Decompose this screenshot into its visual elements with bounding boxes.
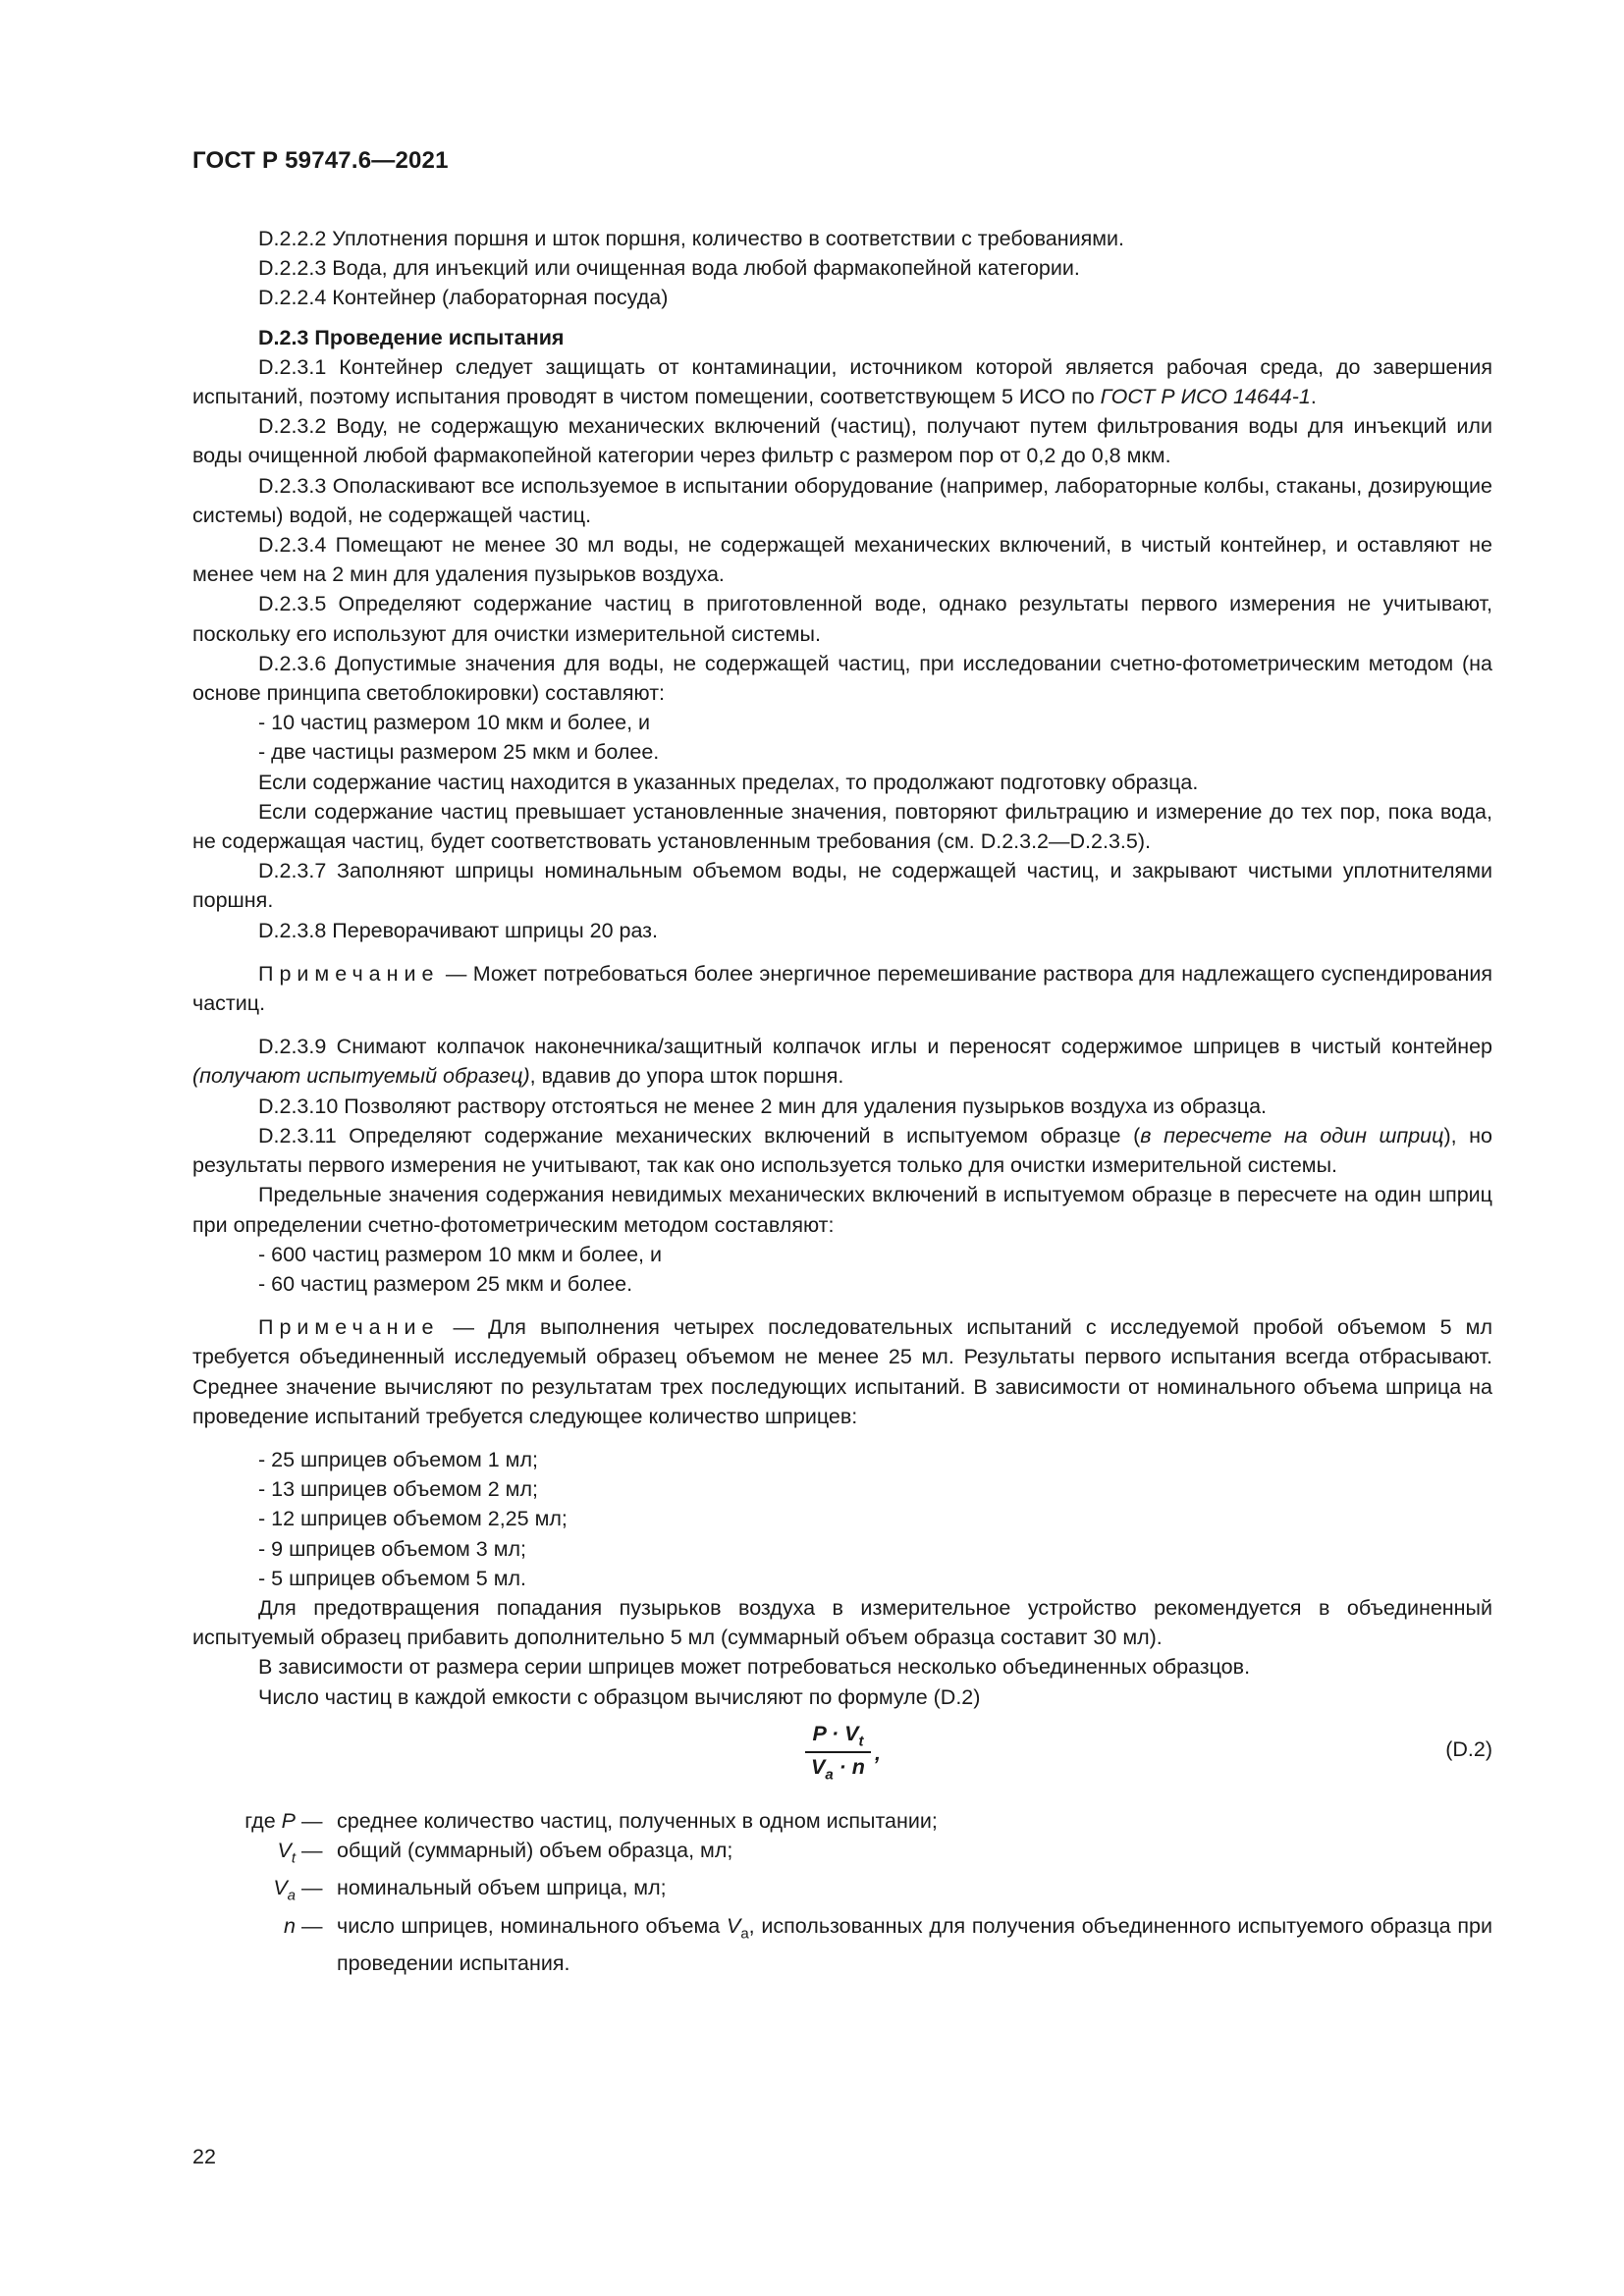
clause-d2-2-2: D.2.2.2 Уплотнения поршня и шток поршня, количество в соответствии с требованиями. [258,227,1125,250]
paragraph: Число частиц в каждой емкости с образцом вычисляют по формуле (D.2) [258,1684,981,1709]
note-label: Примечание [258,961,440,986]
standard-reference: ГОСТ Р ИСО 14644-1 [1100,385,1311,409]
list-item: - 25 шприцев объемом 1 мл; [258,1447,538,1471]
list-item: - 60 частиц размером 25 мкм и более. [258,1271,633,1296]
clause-d2-3-5: D.2.3.5 Определяют содержание частиц в приготовленной воде, однако результаты первого измерения не учитывают, поскольку его используют для очистки измерительной системы. [192,592,1492,646]
clause-d2-3-10: D.2.3.10 Позволяют раствору отстояться не менее 2 мин для удаления пузырьков воздуха из образца. [258,1094,1268,1118]
document-page [192,147,1492,2169]
list-item: - 9 шприцев объемом 3 мл; [258,1536,527,1561]
clause-d2-3-9: D.2.3.9 Снимают колпачок наконечника/защитный колпачок иглы и переносят содержимое шприцев в чистый контейнер (получают испытуемый образец), вдавив до упора шток поршня. [192,1035,1492,1089]
formula-fraction: $P \cdot V_t$ $V_a \cdot n$ , [805,1722,871,1784]
definition-row: где P — среднее количество частиц, полученных в одном испытании; [244,1808,938,1833]
clause-d2-3-8: D.2.3.8 Переворачивают шприцы 20 раз. [258,918,659,942]
list-item: - 5 шприцев объемом 5 мл. [258,1566,527,1590]
clause-d2-3-2: D.2.3.2 Воду, не содержащую механических включений (частиц), получают путем фильтрования воды для инъекций или воды очищенной любой фармакопейной категории через фильтр с размером пор от 0,2 до 0,8 мкм. [192,414,1492,468]
paragraph: Предельные значения содержания невидимых механических включений в испытуемом образце в пересчете на один шприц при определении счетно-фотометрическим методом составляют: [192,1183,1492,1237]
paragraph: Если содержание частиц превышает установленные значения, повторяют фильтрацию и измерение до тех пор, пока вода, не содержащая частиц, будет соответствовать установленным требования (см. D.2.3.2—D.2.3.5). [192,799,1492,854]
list-item: - две частицы размером 25 мкм и более. [258,740,660,765]
clause-d2-2-3: D.2.2.3 Вода, для инъекций или очищенная вода любой фармакопейной категории. [258,256,1080,281]
formula-definitions [192,1806,1492,1979]
definition-row: $V_a$ — номинальный объем шприца, мл; [273,1876,667,1904]
list-item: - 600 частиц размером 10 мкм и более, и [258,1242,662,1266]
formula-d2 [192,1718,1492,1792]
note-label: Примечание [258,1315,440,1340]
list-item: - 13 шприцев объемом 2 мл; [258,1477,538,1502]
clause-d2-3-4: D.2.3.4 Помещают не менее 30 мл воды, не содержащей механических включений, в чистый контейнер, и оставляют не менее чем на 2 мин для удаления пузырьков воздуха. [192,533,1492,587]
clause-d2-3-7: D.2.3.7 Заполняют шприцы номинальным объемом воды, не содержащей частиц, и закрывают чистыми уплотнителями поршня. [192,859,1492,913]
definition-row: n — число шприцев, номинального объема $V_a$, использованных для получения объединенного испытуемого образца при проведении испытания. [284,1913,1492,1976]
clause-d2-3-6: D.2.3.6 Допустимые значения для воды, не содержащей частиц, при исследовании счетно-фотометрическим методом (на основе принципа светоблокировки) составляют: [192,651,1492,706]
document-header: ГОСТ Р 59747.6—2021 [192,147,449,174]
list-item: - 10 частиц размером 10 мкм и более, и [258,711,651,735]
clause-d2-3-11: D.2.3.11 Определяют содержание механических включений в испытуемом образце (в пересчете на один шприц), но результаты первого измерения не учитывают, так как оно используется только для очистки измерительной системы. [192,1123,1493,1178]
clause-d2-3-1: D.2.3.1 Контейнер следует защищать от контаминации, источником которой является рабочая среда, до завершения испытаний, поэтому испытания проводят в чистом помещении, соответствующем 5 ИСО по ГОСТ Р ИСО 14644-1. [192,354,1492,409]
clause-d2-2-4: D.2.2.4 Контейнер (лабораторная посуда) [258,286,669,310]
paragraph: Для предотвращения попадания пузырьков воздуха в измерительное устройство рекомендуется в объединенный испытуемый образец прибавить дополнительно 5 мл (суммарный объем образца составит 30 мл). [192,1595,1492,1650]
paragraph: В зависимости от размера серии шприцев может потребоваться несколько объединенных образцов. [258,1655,1251,1680]
note: Примечание — Для выполнения четырех последовательных испытаний с исследуемой пробой объемом 5 мл требуется объединенный исследуемый образец объемом не менее 25 мл. Результаты первого испытания всегда отбрасывают. Среднее значение вычисляют по результатам трех последующих испытаний. В зависимости от номинального объема шприца на проведение испытаний требуется следующее количество шприцев: [192,1315,1492,1428]
section-heading-d2-3: D.2.3 Проведение испытания [258,325,565,349]
formula-number: (D.2) [1445,1736,1492,1761]
formula-denominator: $V_a \cdot n$ [811,1755,865,1784]
paragraph: Если содержание частиц находится в указанных пределах, то продолжают подготовку образца. [258,770,1199,794]
note: Примечание — Может потребоваться более энергичное перемешивание раствора для надлежащего суспендирования частиц. [192,961,1492,1016]
formula-numerator: $P \cdot V_t$ [805,1722,871,1753]
clause-d2-3-3: D.2.3.3 Ополаскивают все используемое в испытании оборудование (например, лабораторные колбы, стаканы, дозирующие системы) водой, не содержащей частиц. [192,473,1492,527]
definition-row: $V_t$ — общий (суммарный) объем образца, мл; [277,1838,733,1867]
list-item: - 12 шприцев объемом 2,25 мл; [258,1507,568,1531]
page-number: 22 [192,2145,216,2168]
